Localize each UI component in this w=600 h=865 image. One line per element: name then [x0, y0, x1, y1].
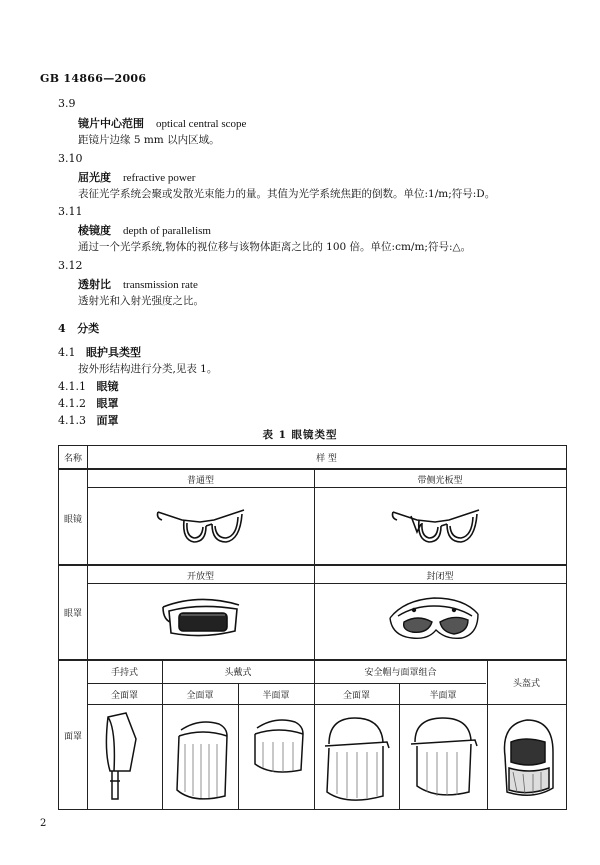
term-en: optical central scope	[156, 118, 247, 130]
group-label: 头戴式	[224, 668, 252, 678]
glasses-plain-icon	[154, 498, 249, 553]
headmount-full-shield-icon	[169, 714, 234, 806]
table-rule	[87, 446, 88, 809]
row-label-glasses: 眼镜	[63, 515, 82, 525]
table-rule	[314, 468, 315, 659]
row-label-faceshield: 面罩	[63, 732, 82, 742]
sub-label: 全面罩	[186, 691, 214, 701]
section-number: 3.9	[58, 97, 76, 110]
type-label: 带侧光板型	[417, 476, 463, 486]
section-number: 3.12	[58, 259, 83, 272]
item-label: 面罩	[96, 414, 119, 427]
table-rule	[162, 659, 163, 809]
sub-label: 半面罩	[262, 691, 290, 701]
term-heading	[78, 115, 246, 131]
term-definition: 透射光和入射光强度之比。	[78, 295, 204, 307]
table-caption: 表 1 眼镜类型	[262, 429, 338, 441]
headmount-half-shield-icon	[245, 714, 310, 784]
term-cn: 镜片中心范围	[78, 117, 144, 130]
list-item	[58, 395, 119, 411]
term-en: depth of parallelism	[123, 225, 211, 237]
type-label: 封闭型	[426, 572, 454, 582]
glasses-sideshield-icon	[389, 498, 484, 553]
term-heading	[78, 222, 211, 238]
table-rule	[59, 468, 566, 470]
handheld-shield-icon	[94, 711, 154, 806]
subsection-text: 按外形结构进行分类,见表 1。	[78, 363, 218, 375]
page-number: 2	[40, 818, 47, 829]
section-4-title: 分类	[77, 322, 100, 335]
subsection-heading	[58, 344, 141, 360]
section-4-number: 4	[58, 322, 66, 335]
eyewear-types-table	[58, 445, 567, 810]
table-rule	[59, 564, 566, 566]
document-id: GB 14866—2006	[40, 72, 147, 85]
section-number: 3.11	[58, 205, 83, 218]
item-number: 4.1.1	[58, 380, 86, 393]
term-definition: 距镜片边缘 5 mm 以内区域。	[78, 134, 220, 146]
hood-helmet-icon	[489, 708, 564, 802]
type-label: 普通型	[186, 476, 214, 486]
term-cn: 屈光度	[78, 171, 111, 184]
sub-label: 全面罩	[110, 691, 138, 701]
header-style: 样 型	[316, 454, 337, 464]
sub-label: 全面罩	[342, 691, 370, 701]
term-en: refractive power	[123, 172, 196, 184]
list-item	[58, 412, 119, 428]
row-label-goggles: 眼罩	[63, 609, 82, 619]
table-rule	[87, 704, 566, 705]
helmet-full-shield-icon	[321, 712, 393, 806]
term-definition: 表征光学系统会聚或发散光束能力的量。其值为光学系统焦距的倒数。单位:1/m;符号:D。	[78, 188, 496, 200]
list-item	[58, 378, 119, 394]
sub-label: 半面罩	[429, 691, 457, 701]
table-rule	[87, 683, 486, 684]
term-en: transmission rate	[123, 279, 198, 291]
helmet-half-shield-icon	[407, 712, 482, 806]
group-label: 安全帽与面罩组合	[364, 668, 437, 678]
table-rule	[399, 683, 400, 809]
header-name: 名称	[63, 454, 82, 464]
group-label: 头盔式	[512, 679, 540, 689]
term-heading	[78, 169, 195, 185]
goggles-closed-icon	[384, 588, 484, 648]
goggles-open-icon	[159, 591, 244, 646]
table-rule	[314, 659, 315, 809]
subsection-title: 眼护具类型	[86, 346, 141, 359]
section-4-heading	[58, 320, 99, 336]
type-label: 开放型	[186, 572, 214, 582]
item-number: 4.1.2	[58, 397, 86, 410]
term-cn: 棱镜度	[78, 224, 111, 237]
item-label: 眼镜	[96, 380, 119, 393]
table-rule	[87, 583, 566, 584]
table-rule	[238, 683, 239, 809]
item-label: 眼罩	[96, 397, 119, 410]
term-heading	[78, 276, 198, 292]
item-number: 4.1.3	[58, 414, 86, 427]
group-label: 手持式	[110, 668, 138, 678]
term-definition: 通过一个光学系统,物体的视位移与该物体距离之比的 100 倍。单位:cm/m;符号:△。	[78, 241, 472, 253]
term-cn: 透射比	[78, 278, 111, 291]
subsection-number: 4.1	[58, 346, 76, 359]
table-rule	[59, 659, 566, 661]
section-number: 3.10	[58, 152, 83, 165]
table-rule	[87, 487, 566, 488]
